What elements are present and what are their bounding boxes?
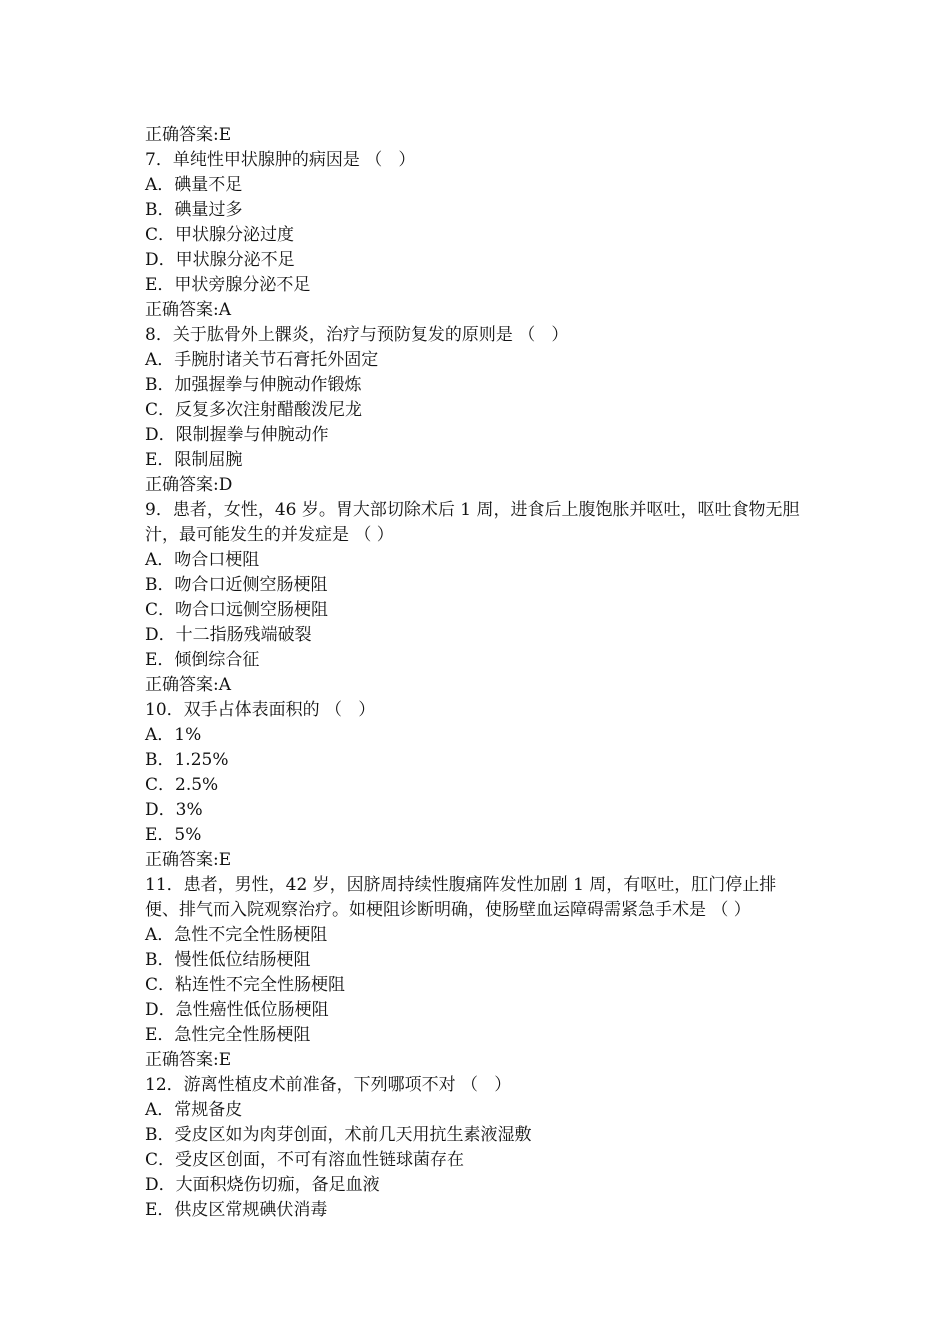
option-e: E．倾倒综合征 [145,650,260,670]
document-page [145,123,810,1223]
answer-line: 正确答案:A [145,300,232,320]
question-text: 8．关于肱骨外上髁炎，治疗与预防复发的原则是 （ ） [145,325,569,345]
question-text: 10．双手占体表面积的 （ ） [145,700,376,720]
option-e: E．限制屈腕 [145,450,243,470]
option-a: A．碘量不足 [145,175,243,195]
question-text: 7．单纯性甲状腺肿的病因是 （ ） [145,150,416,170]
question-text: 12．游离性植皮术前准备，下列哪项不对 （ ） [145,1075,512,1095]
option-c: C．粘连性不完全性肠梗阻 [145,975,346,995]
option-b: B．慢性低位结肠梗阻 [145,950,311,970]
option-a: A．1% [145,725,202,745]
option-d: D．限制握拳与伸腕动作 [145,425,329,445]
option-e: E．供皮区常规碘伏消毒 [145,1200,328,1220]
answer-line: 正确答案:A [145,675,232,695]
option-d: D．大面积烧伤切痂，备足血液 [145,1175,380,1195]
option-e: E．甲状旁腺分泌不足 [145,275,311,295]
option-c: C．吻合口远侧空肠梗阻 [145,600,329,620]
question-block [145,148,810,323]
option-c: C．受皮区创面，不可有溶血性链球菌存在 [145,1150,465,1170]
answer-line: 正确答案:E [145,850,232,870]
option-d: D．急性癌性低位肠梗阻 [145,1000,329,1020]
option-c: C．甲状腺分泌过度 [145,225,295,245]
option-d: D．甲状腺分泌不足 [145,250,295,270]
answer-line: 正确答案:E [145,125,232,145]
question-block [145,873,810,1073]
option-b: B．吻合口近侧空肠梗阻 [145,575,328,595]
question-text: 11．患者，男性，42 岁，因脐周持续性腹痛阵发性加剧 1 周，有呕吐，肛门停止排便、排气而入院观察治疗。如梗阻诊断明确，使肠壁血运障碍需紧急手术是 （ ） [145,875,777,920]
option-a: A．急性不完全性肠梗阻 [145,925,328,945]
answer-line: 正确答案:D [145,475,233,495]
question-block [145,698,810,873]
option-b: B．1.25% [145,750,229,770]
option-e: E．急性完全性肠梗阻 [145,1025,311,1045]
answer-line: 正确答案:E [145,1050,232,1070]
option-d: D．3% [145,800,203,820]
option-b: B．加强握拳与伸腕动作锻炼 [145,375,362,395]
option-c: C．反复多次注射醋酸泼尼龙 [145,400,363,420]
option-c: C．2.5% [145,775,219,795]
option-e: E．5% [145,825,202,845]
option-d: D．十二指肠残端破裂 [145,625,312,645]
option-a: A．常规备皮 [145,1100,243,1120]
question-block [145,323,810,498]
option-b: B．碘量过多 [145,200,243,220]
option-b: B．受皮区如为肉芽创面，术前几天用抗生素液湿敷 [145,1125,532,1145]
question-block [145,498,810,698]
question-block [145,1073,810,1223]
option-a: A．手腕肘诸关节石膏托外固定 [145,350,379,370]
option-a: A．吻合口梗阻 [145,550,260,570]
question-text: 9．患者，女性，46 岁。胃大部切除术后 1 周，进食后上腹饱胀并呕吐，呕吐食物无胆汁，最可能发生的并发症是 （ ） [145,500,800,545]
